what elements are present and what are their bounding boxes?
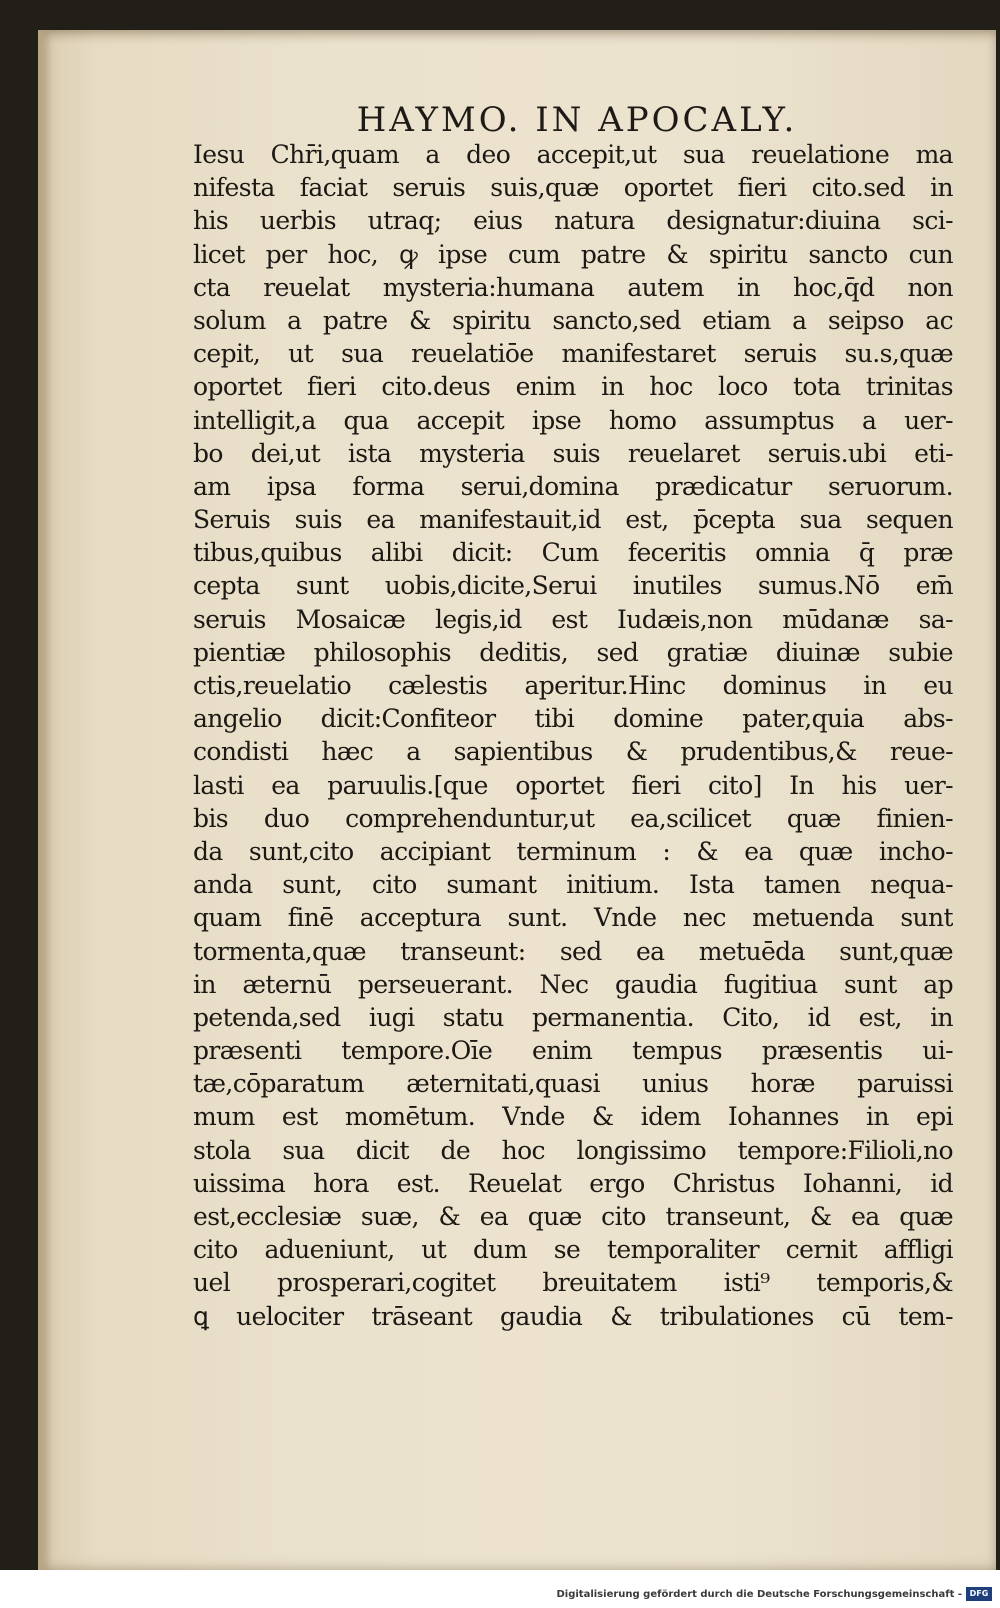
text-line: uissima hora est. Reuelat ergo Christus Iohanni, id bbox=[193, 1168, 953, 1198]
text-line: Iesu Chr̄i,quam a deo accepit,ut sua reuelatione ma bbox=[193, 140, 953, 169]
text-line: am ipsa forma serui,domina prædicatur seruorum. bbox=[193, 471, 953, 501]
text-line: licet per hoc, ꝙ ipse cum patre & spiritu sancto cun bbox=[193, 239, 953, 269]
text-line: petenda,sed iugi statu permanentia. Cito, id est, in bbox=[193, 1002, 953, 1032]
text-line: bo dei,ut ista mysteria suis reuelaret seruis.ubi eti- bbox=[193, 438, 953, 468]
text-line: Seruis suis ea manifestauit,id est, p̄cepta sua sequen bbox=[193, 505, 953, 535]
book-page bbox=[38, 30, 996, 1570]
text-line: nifesta faciat seruis suis,quæ oportet fieri cito.sed in bbox=[193, 173, 953, 203]
text-line: uel prosperari,cogitet breuitatem isti⁹ temporis,& bbox=[193, 1268, 953, 1298]
text-line: his uerbis utraq; eius natura designatur:diuina sci- bbox=[193, 206, 953, 236]
text-line: angelio dicit:Confiteor tibi domine pater,quia abs- bbox=[193, 704, 953, 734]
text-line: ꝗ uelociter trāseant gaudia & tribulationes cū tem- bbox=[193, 1301, 953, 1331]
text-line: mum est momētum. Vnde & idem Iohannes in epi bbox=[193, 1102, 953, 1132]
text-line: anda sunt, cito sumant initium. Ista tamen nequa- bbox=[193, 870, 953, 900]
text-line: da sunt,cito accipiant terminum : & ea quæ incho- bbox=[193, 836, 953, 866]
dfg-logo-icon: DFG bbox=[966, 1587, 992, 1601]
text-line: pientiæ philosophis deditis, sed gratiæ diuinæ subie bbox=[193, 637, 953, 667]
digitization-credit: Digitalisierung gefördert durch die Deutsche Forschungsgemeinschaft - bbox=[556, 1589, 962, 1600]
text-line: cepta sunt uobis,dicite,Serui inutiles sumus.Nō em̄ bbox=[193, 571, 953, 601]
text-line: tæ,cōparatum æternitati,quasi unius horæ paruissi bbox=[193, 1069, 953, 1099]
text-line: bis duo comprehenduntur,ut ea,scilicet quæ finien- bbox=[193, 803, 953, 833]
text-line: cepit, ut sua reuelatiōe manifestaret seruis su.s,quæ bbox=[193, 339, 953, 369]
running-head: HAYMO. IN APOCALY. bbox=[356, 100, 798, 140]
text-line: præsenti tempore.Oīe enim tempus præsentis ui- bbox=[193, 1036, 953, 1066]
text-line: stola sua dicit de hoc longissimo tempore:Filioli,no bbox=[193, 1135, 953, 1165]
text-line: intelligit,a qua accepit ipse homo assumptus a uer- bbox=[193, 405, 953, 435]
text-line: cta reuelat mysteria:humana autem in hoc,q̄d non bbox=[193, 272, 953, 302]
text-block bbox=[193, 138, 953, 1333]
text-line: ctis,reuelatio cælestis aperitur.Hinc dominus in eu bbox=[193, 671, 953, 700]
text-line: cito adueniunt, ut dum se temporaliter cernit affligi bbox=[193, 1235, 953, 1265]
text-line: in æternū perseuerant. Nec gaudia fugitiua sunt ap bbox=[193, 969, 953, 999]
text-line: quam finē acceptura sunt. Vnde nec metuenda sunt bbox=[193, 903, 953, 933]
text-line: tibus,quibus alibi dicit: Cum feceritis omnia q̄ præ bbox=[193, 538, 953, 568]
text-line: condisti hæc a sapientibus & prudentibus,& reue- bbox=[193, 737, 953, 767]
text-line: oportet fieri cito.deus enim in hoc loco tota trinitas bbox=[193, 372, 953, 402]
text-line: tormenta,quæ transeunt: sed ea metuēda sunt,quæ bbox=[193, 936, 953, 966]
text-line: lasti ea paruulis.[que oportet fieri cito] In his uer- bbox=[193, 770, 953, 800]
text-line: est,ecclesiæ suæ, & ea quæ cito transeunt, & ea quæ bbox=[193, 1202, 953, 1231]
text-line: solum a patre & spiritu sancto,sed etiam a seipso ac bbox=[193, 305, 953, 335]
text-line: seruis Mosaicæ legis,id est Iudæis,non mūdanæ sa- bbox=[193, 604, 953, 634]
